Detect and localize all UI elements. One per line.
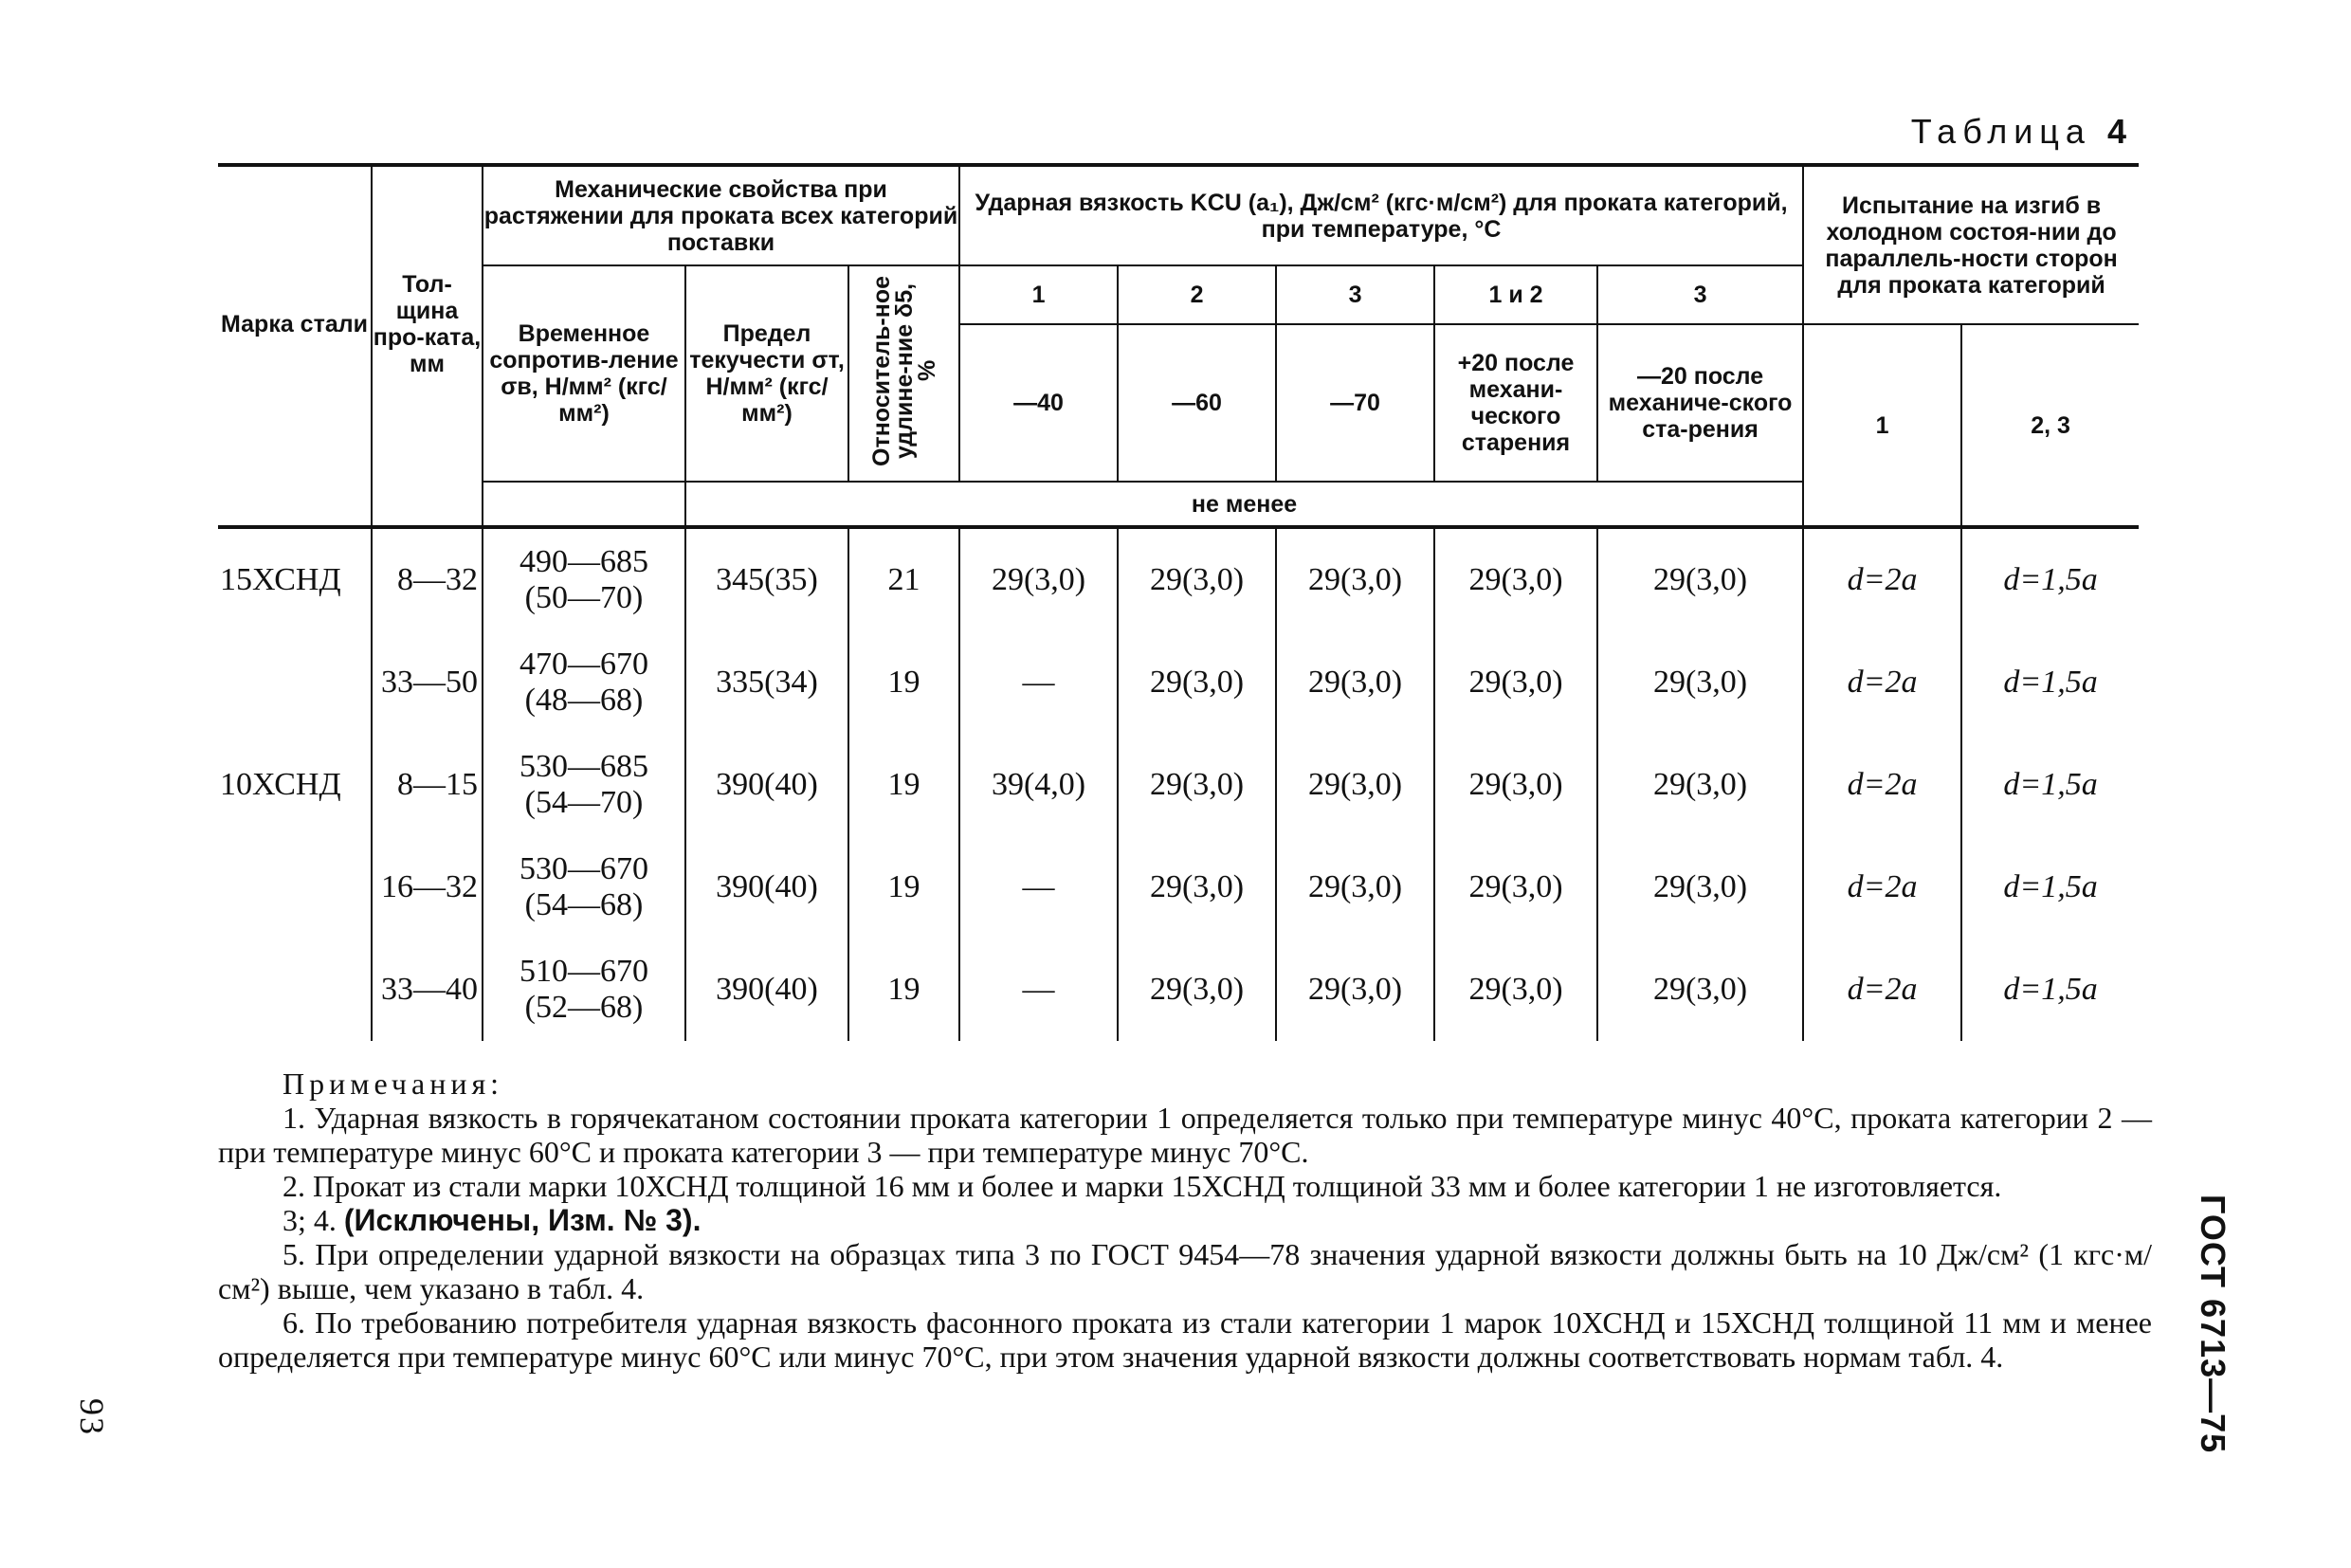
- header-not-less: не менее: [685, 482, 1803, 527]
- cell-tensile-mpa: 530—685: [519, 749, 648, 784]
- cell-impact-minus-60: 29(3,0): [1118, 527, 1276, 631]
- cell-impact-minus-20-aged: 29(3,0): [1597, 939, 1803, 1041]
- cell-impact-minus-60: 29(3,0): [1118, 631, 1276, 734]
- header-spacer-thickness: [372, 482, 483, 527]
- cell-impact-minus-40: —: [959, 939, 1118, 1041]
- cell-impact-plus-20-aged: 29(3,0): [1434, 631, 1597, 734]
- cell-yield: 335(34): [685, 631, 848, 734]
- cell-thickness: 16—32: [372, 836, 483, 939]
- header-temp-minus-40: —40: [959, 324, 1118, 482]
- header-mechanical: Механические свойства при растяжении для проката всех категорий поставки: [483, 165, 959, 265]
- header-bend: Испытание на изгиб в холодном состоя-нии до параллель-ности сторон для проката категорий: [1803, 165, 2139, 324]
- cell-tensile: [483, 631, 685, 734]
- cell-impact-minus-60: 29(3,0): [1118, 939, 1276, 1041]
- standard-designation: ГОСТ 6713—75: [2194, 1194, 2233, 1454]
- note-3-4-text: (Исключены, Изм. № 3).: [343, 1203, 702, 1237]
- cell-bend-cat-2-3: d=1,5a: [1961, 631, 2139, 734]
- cell-elongation: 19: [848, 939, 959, 1041]
- cell-impact-minus-40: 29(3,0): [959, 527, 1118, 631]
- cell-impact-plus-20-aged: 29(3,0): [1434, 527, 1597, 631]
- cell-impact-minus-60: 29(3,0): [1118, 836, 1276, 939]
- header-thickness: Тол-щина про-ката, мм: [372, 165, 483, 482]
- header-temp-minus-20-aged: —20 после механиче-ского ста-рения: [1597, 324, 1803, 482]
- header-spacer-mark: [218, 482, 372, 527]
- cell-tensile-mpa: 470—670: [519, 647, 648, 682]
- cell-bend-cat-1: d=2a: [1803, 939, 1961, 1041]
- note-3-4-number: 3; 4.: [282, 1203, 344, 1237]
- cell-mark: [218, 939, 372, 1041]
- cell-thickness: 8—15: [372, 734, 483, 836]
- cell-bend-cat-2-3: d=1,5a: [1961, 734, 2139, 836]
- table-row: [218, 939, 2139, 1041]
- table-row: [218, 527, 2139, 631]
- header-elongation-text: Относитель-ное удлине-ние δ5, %: [867, 275, 940, 466]
- note-5: 5. При определении ударной вязкости на образцах типа 3 по ГОСТ 9454—78 значения ударной вязкости должны быть на 10 Дж/см² (1 кгс·м/см²) выше, чем указано в табл. 4.: [218, 1237, 2152, 1305]
- cell-elongation: 19: [848, 734, 959, 836]
- cell-elongation: 19: [848, 836, 959, 939]
- table-row: [218, 631, 2139, 734]
- cell-impact-plus-20-aged: 29(3,0): [1434, 734, 1597, 836]
- cell-tensile-mpa: 510—670: [519, 954, 648, 989]
- notes-section: [218, 1067, 2152, 1374]
- cell-mark: 15ХСНД: [218, 527, 372, 631]
- header-cat-1: 1: [959, 265, 1118, 324]
- cell-tensile-kgf: (54—68): [524, 887, 644, 922]
- header-elongation: [848, 265, 959, 482]
- cell-tensile: [483, 527, 685, 631]
- cell-bend-cat-2-3: d=1,5a: [1961, 836, 2139, 939]
- cell-mark: 10ХСНД: [218, 734, 372, 836]
- header-bend-cat-1: 1: [1803, 324, 1961, 527]
- cell-thickness: 8—32: [372, 527, 483, 631]
- table-row: [218, 734, 2139, 836]
- cell-yield: 345(35): [685, 527, 848, 631]
- cell-bend-cat-2-3: d=1,5a: [1961, 527, 2139, 631]
- header-cat-3: 3: [1276, 265, 1434, 324]
- cell-bend-cat-1: d=2a: [1803, 836, 1961, 939]
- cell-impact-minus-60: 29(3,0): [1118, 734, 1276, 836]
- cell-yield: 390(40): [685, 734, 848, 836]
- cell-bend-cat-1: d=2a: [1803, 631, 1961, 734]
- header-cat-3b: 3: [1597, 265, 1803, 324]
- cell-tensile-mpa: 490—685: [519, 544, 648, 579]
- table-label-number: 4: [2106, 112, 2133, 151]
- cell-elongation: 21: [848, 527, 959, 631]
- header-spacer-tensile: [483, 482, 685, 527]
- cell-impact-plus-20-aged: 29(3,0): [1434, 836, 1597, 939]
- cell-tensile-mpa: 530—670: [519, 851, 648, 886]
- cell-impact-minus-40: —: [959, 836, 1118, 939]
- cell-impact-minus-40: 39(4,0): [959, 734, 1118, 836]
- header-tensile: Временное сопротив-ление σв, Н/мм² (кгс/мм²): [483, 265, 685, 482]
- cell-thickness: 33—50: [372, 631, 483, 734]
- cell-bend-cat-2-3: d=1,5a: [1961, 939, 2139, 1041]
- table-caption: [1911, 112, 2133, 152]
- cell-yield: 390(40): [685, 939, 848, 1041]
- cell-bend-cat-1: d=2a: [1803, 527, 1961, 631]
- cell-tensile: [483, 734, 685, 836]
- header-temp-minus-70: —70: [1276, 324, 1434, 482]
- cell-tensile-kgf: (54—70): [524, 785, 644, 820]
- note-1: 1. Ударная вязкость в горячекатаном состоянии проката категории 1 определяется только при температуре минус 40°С, проката категории 2 — при температуре минус 60°С и проката категории 3 — при температуре минус 70°С.: [218, 1101, 2152, 1169]
- note-6: 6. По требованию потребителя ударная вязкость фасонного проката из стали категории 1 марок 10ХСНД и 15ХСНД толщиной 11 мм и менее определяется при температуре минус 60°С или минус 70°С, при этом значения ударной вязкости должны соответствовать нормам табл. 4.: [218, 1305, 2152, 1374]
- cell-tensile: [483, 836, 685, 939]
- header-bend-cat-2-3: 2, 3: [1961, 324, 2139, 527]
- page-number: 93: [73, 1398, 111, 1436]
- cell-impact-plus-20-aged: 29(3,0): [1434, 939, 1597, 1041]
- header-impact: Ударная вязкость KCU (a₁), Дж/см² (кгс·м/см²) для проката категорий, при температуре, °С: [959, 165, 1803, 265]
- cell-yield: 390(40): [685, 836, 848, 939]
- header-yield: Предел текучести σт, Н/мм² (кгс/мм²): [685, 265, 848, 482]
- cell-impact-minus-70: 29(3,0): [1276, 527, 1434, 631]
- cell-impact-minus-40: —: [959, 631, 1118, 734]
- header-temp-minus-60: —60: [1118, 324, 1276, 482]
- cell-tensile-kgf: (52—68): [524, 990, 644, 1025]
- cell-impact-minus-70: 29(3,0): [1276, 631, 1434, 734]
- cell-impact-minus-20-aged: 29(3,0): [1597, 631, 1803, 734]
- properties-table: [218, 163, 2139, 1041]
- header-mark: Марка стали: [218, 165, 372, 482]
- table-label-word: Таблица: [1910, 112, 2091, 151]
- header-cat-2: 2: [1118, 265, 1276, 324]
- header-temp-plus-20-aged: +20 после механи-ческого старения: [1434, 324, 1597, 482]
- cell-impact-minus-20-aged: 29(3,0): [1597, 836, 1803, 939]
- cell-bend-cat-1: d=2a: [1803, 734, 1961, 836]
- cell-tensile-kgf: (48—68): [524, 683, 644, 718]
- notes-title: Примечания:: [282, 1067, 504, 1101]
- cell-impact-minus-70: 29(3,0): [1276, 939, 1434, 1041]
- cell-tensile-kgf: (50—70): [524, 580, 644, 615]
- cell-impact-minus-20-aged: 29(3,0): [1597, 527, 1803, 631]
- cell-mark: [218, 631, 372, 734]
- cell-elongation: 19: [848, 631, 959, 734]
- cell-impact-minus-70: 29(3,0): [1276, 836, 1434, 939]
- cell-thickness: 33—40: [372, 939, 483, 1041]
- cell-impact-minus-70: 29(3,0): [1276, 734, 1434, 836]
- cell-mark: [218, 836, 372, 939]
- table-row: [218, 836, 2139, 939]
- note-3-4: [218, 1203, 2152, 1237]
- header-cat-1-2: 1 и 2: [1434, 265, 1597, 324]
- cell-impact-minus-20-aged: 29(3,0): [1597, 734, 1803, 836]
- cell-tensile: [483, 939, 685, 1041]
- note-2: 2. Прокат из стали марки 10ХСНД толщиной 16 мм и более и марки 15ХСНД толщиной 33 мм и более категории 1 не изготовляется.: [282, 1169, 2002, 1203]
